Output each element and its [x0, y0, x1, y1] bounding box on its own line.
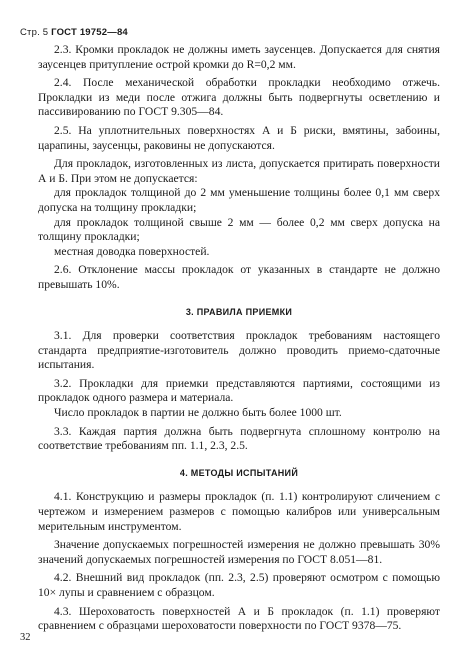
list-item-thin: для прокладок толщиной до 2 мм уменьшение толщины более 0,1 мм сверх допуска на толщину прокладки;: [38, 186, 440, 214]
paragraph-3-2: 3.2. Прокладки для приемки представляются партиями, состоящими из прокладок одного размера и материала.: [38, 376, 440, 405]
standard-number: ГОСТ 19752—84: [51, 27, 128, 38]
paragraph-3-1: 3.1. Для проверки соответствия прокладок требованиям настоящего стандарта предприятие-изготовитель должно проводить приемо-сдаточные испытания.: [38, 329, 440, 372]
page-number: 32: [20, 632, 31, 643]
body-text: [38, 43, 440, 638]
page-header: [20, 27, 128, 38]
paragraph-sheet-lapping: Для прокладок, изготовленных из листа, допускается притирать поверхности А и Б. При этом не допускается:: [38, 157, 440, 185]
paragraph-batch-count: Число прокладок в партии не должно быть более 1000 шт.: [54, 406, 342, 420]
paragraph-4-2: 4.2. Внешний вид прокладок (пп. 2.3, 2.5) проверяют осмотром с помощью 10× лупы и сравнением с образцом.: [38, 571, 440, 599]
section-title-acceptance: 3. ПРАВИЛА ПРИЕМКИ: [185, 306, 293, 317]
paragraph-measurement-error: Значение допускаемых погрешностей измерения не должно превышать 30% значений допускаемых погрешностей измерения по ГОСТ 8.051—81.: [38, 538, 440, 566]
paragraph-4-3: 4.3. Шероховатость поверхностей А и Б прокладок (п. 1.1) проверяют сравнением с образцами шероховатости поверхности по ГОСТ 9378—75.: [38, 604, 440, 633]
list-item-local: местная доводка поверхностей.: [54, 244, 210, 258]
paragraph-2-6: 2.6. Отклонение массы прокладок от указанных в стандарте не должно превышать 10%.: [38, 263, 440, 291]
section-title-methods: 4. МЕТОДЫ ИСПЫТАНИЙ: [179, 467, 299, 478]
paragraph-2-5: 2.5. На уплотнительных поверхностях А и Б риски, вмятины, забоины, царапины, заусенцы, раковины не допускаются.: [38, 123, 440, 152]
paragraph-3-3: 3.3. Каждая партия должна быть подвергнута сплошному контролю на соответствие требованиям пп. 1.1, 2.3, 2.5.: [38, 424, 440, 453]
paragraph-4-1: 4.1. Конструкцию и размеры прокладок (п. 1.1) контролируют сличением с чертежом и измерением размеров с помощью калибров или универсальным мерительным инструментом.: [38, 490, 440, 533]
paragraph-2-4: 2.4. После механической обработки прокладки необходимо отжечь. Прокладки из меди после отжига должны быть подвергнуты осветлению и пассивированию по ГОСТ 9.305—84.: [38, 76, 440, 119]
page-label: Стр. 5: [20, 27, 49, 38]
list-item-thick: для прокладок толщиной свыше 2 мм — более 0,2 мм сверх допуска на толщину прокладки;: [38, 215, 440, 244]
paragraph-2-3: 2.3. Кромки прокладок не должны иметь заусенцев. Допускается для снятия заусенцев притупление острой кромки до R=0,2 мм.: [38, 43, 440, 71]
